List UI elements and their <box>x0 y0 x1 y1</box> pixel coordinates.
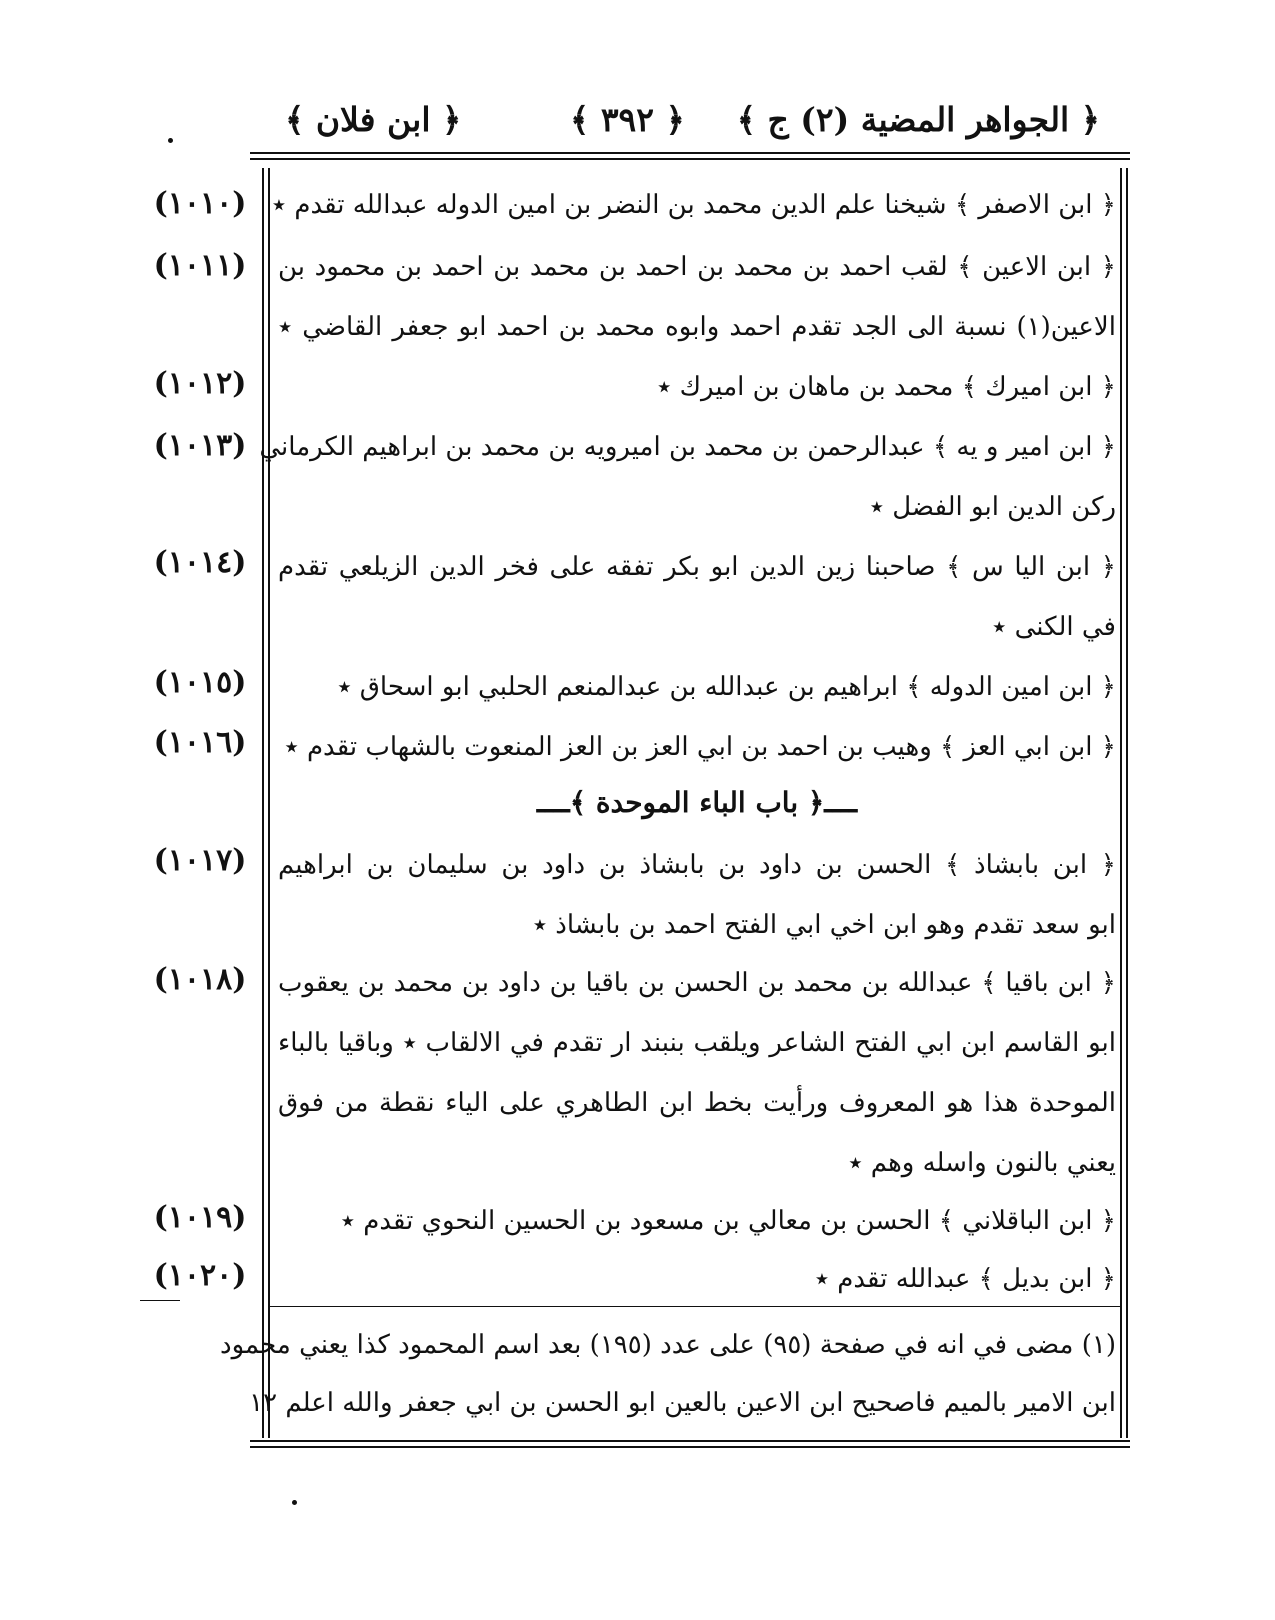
entry-line: ﴿ ابن باقيا ﴾ عبدالله بن محمد بن الحسن بن باقيا بن داود بن محمد بن يعقوب <box>278 968 1116 998</box>
footer-rule-bottom <box>250 1446 1130 1448</box>
entry-line: ﴿ ابن الاصفر ﴾ شيخنا علم الدين محمد بن النضر بن امين الدوله عبدالله تقدم ٭ <box>271 190 1116 220</box>
entry-number: (١٠١٢) <box>153 366 247 401</box>
entry-line: ﴿ ابن الاعين ﴾ لقب احمد بن محمد بن احمد بن محمد بن احمد بن محمود بن <box>278 252 1116 282</box>
entry-number: (١٠١٠) <box>153 186 247 221</box>
header-rule-top <box>250 152 1130 154</box>
entry-number: (١٠٢٠) <box>153 1258 247 1293</box>
entry-line: الموحدة هذا هو المعروف ورأيت بخط ابن الطاهري على الياء نقطة من فوق <box>278 1088 1116 1118</box>
entry-number: (١٠١٤) <box>153 545 247 580</box>
frame-right-inner <box>1120 168 1122 1438</box>
frame-left-outer <box>262 168 264 1438</box>
entry-number: (١٠١٦) <box>153 725 247 760</box>
entry-number: (١٠١٣) <box>153 428 247 463</box>
entry-line: يعني بالنون واسله وهم ٭ <box>848 1148 1116 1178</box>
entry-line: في الكنى ٭ <box>992 612 1116 642</box>
entry-number: (١٠١٩) <box>153 1200 247 1235</box>
entry-line: ابو القاسم ابن ابي الفتح الشاعر ويلقب بنبند ار تقدم في الالقاب ٭ وباقيا بالباء <box>278 1028 1116 1058</box>
entry-line: ﴿ ابن الباقلاني ﴾ الحسن بن معالي بن مسعود بن الحسين النحوي تقدم ٭ <box>340 1206 1116 1236</box>
entry-number: (١٠١٧) <box>153 843 247 878</box>
page-number: ﴿ ٣٩٢ ﴾ <box>570 100 685 139</box>
entry-line: ﴿ ابن ابي العز ﴾ وهيب بن احمد بن ابي العز بن العز المنعوت بالشهاب تقدم ٭ <box>284 732 1116 762</box>
frame-left-inner <box>268 168 270 1438</box>
section-title: ﴿ ابن فلان ﴾ <box>285 100 462 139</box>
footer-rule-top <box>250 1440 1130 1442</box>
entry-line: الاعين(١) نسبة الى الجد تقدم احمد وابوه محمد بن احمد ابو جعفر القاضي ٭ <box>278 312 1116 342</box>
entry-line: ﴿ ابن اليا س ﴾ صاحبنا زين الدين ابو بكر تفقه على فخر الدين الزيلعي تقدم <box>278 552 1116 582</box>
header-rule-bottom <box>250 158 1130 160</box>
footnote-rule <box>268 1306 1120 1307</box>
entry-line: ﴿ ابن امين الدوله ﴾ ابراهيم بن عبدالله بن عبدالمنعم الحلبي ابو اسحاق ٭ <box>337 672 1116 702</box>
speck <box>292 1500 297 1505</box>
entry-line: ركن الدين ابو الفضل ٭ <box>869 492 1116 522</box>
frame-right-outer <box>1126 168 1128 1438</box>
entry-number: (١٠١١) <box>153 248 247 283</box>
entry-line: ﴿ ابن امير و يه ﴾ عبدالرحمن بن محمد بن اميرويه بن محمد بن ابراهيم الكرماني <box>259 432 1116 462</box>
entry-line: ابو سعد تقدم وهو ابن اخي ابي الفتح احمد بن بابشاذ ٭ <box>532 910 1116 940</box>
entry-number: (١٠١٥) <box>153 665 247 700</box>
footnote-line: ابن الامير بالميم فاصحيح ابن الاعين بالعين ابو الحسن بن ابي جعفر والله اعلم ١٢ <box>249 1388 1116 1418</box>
speck <box>168 138 173 143</box>
entry-line: ﴿ ابن بديل ﴾ عبدالله تقدم ٭ <box>814 1264 1116 1294</box>
page-header <box>270 100 1100 148</box>
entry-line: ﴿ ابن اميرك ﴾ محمد بن ماهان بن اميرك ٭ <box>657 372 1116 402</box>
margin-dash <box>140 1300 180 1301</box>
footnote-line: (١) مضى في انه في صفحة (٩٥) على عدد (١٩٥) بعد اسم المحمود كذا يعني محمود <box>220 1330 1116 1360</box>
book-title: ﴿ الجواهر المضية (٢) ج ﴾ <box>736 100 1100 139</box>
section-heading: ــــ﴿ باب الباء الموحدة ﴾ــــ <box>536 786 858 819</box>
entry-number: (١٠١٨) <box>153 962 247 997</box>
entry-line: ﴿ ابن بابشاذ ﴾ الحسن بن داود بن بابشاذ بن داود بن سليمان بن ابراهيم <box>278 850 1116 880</box>
